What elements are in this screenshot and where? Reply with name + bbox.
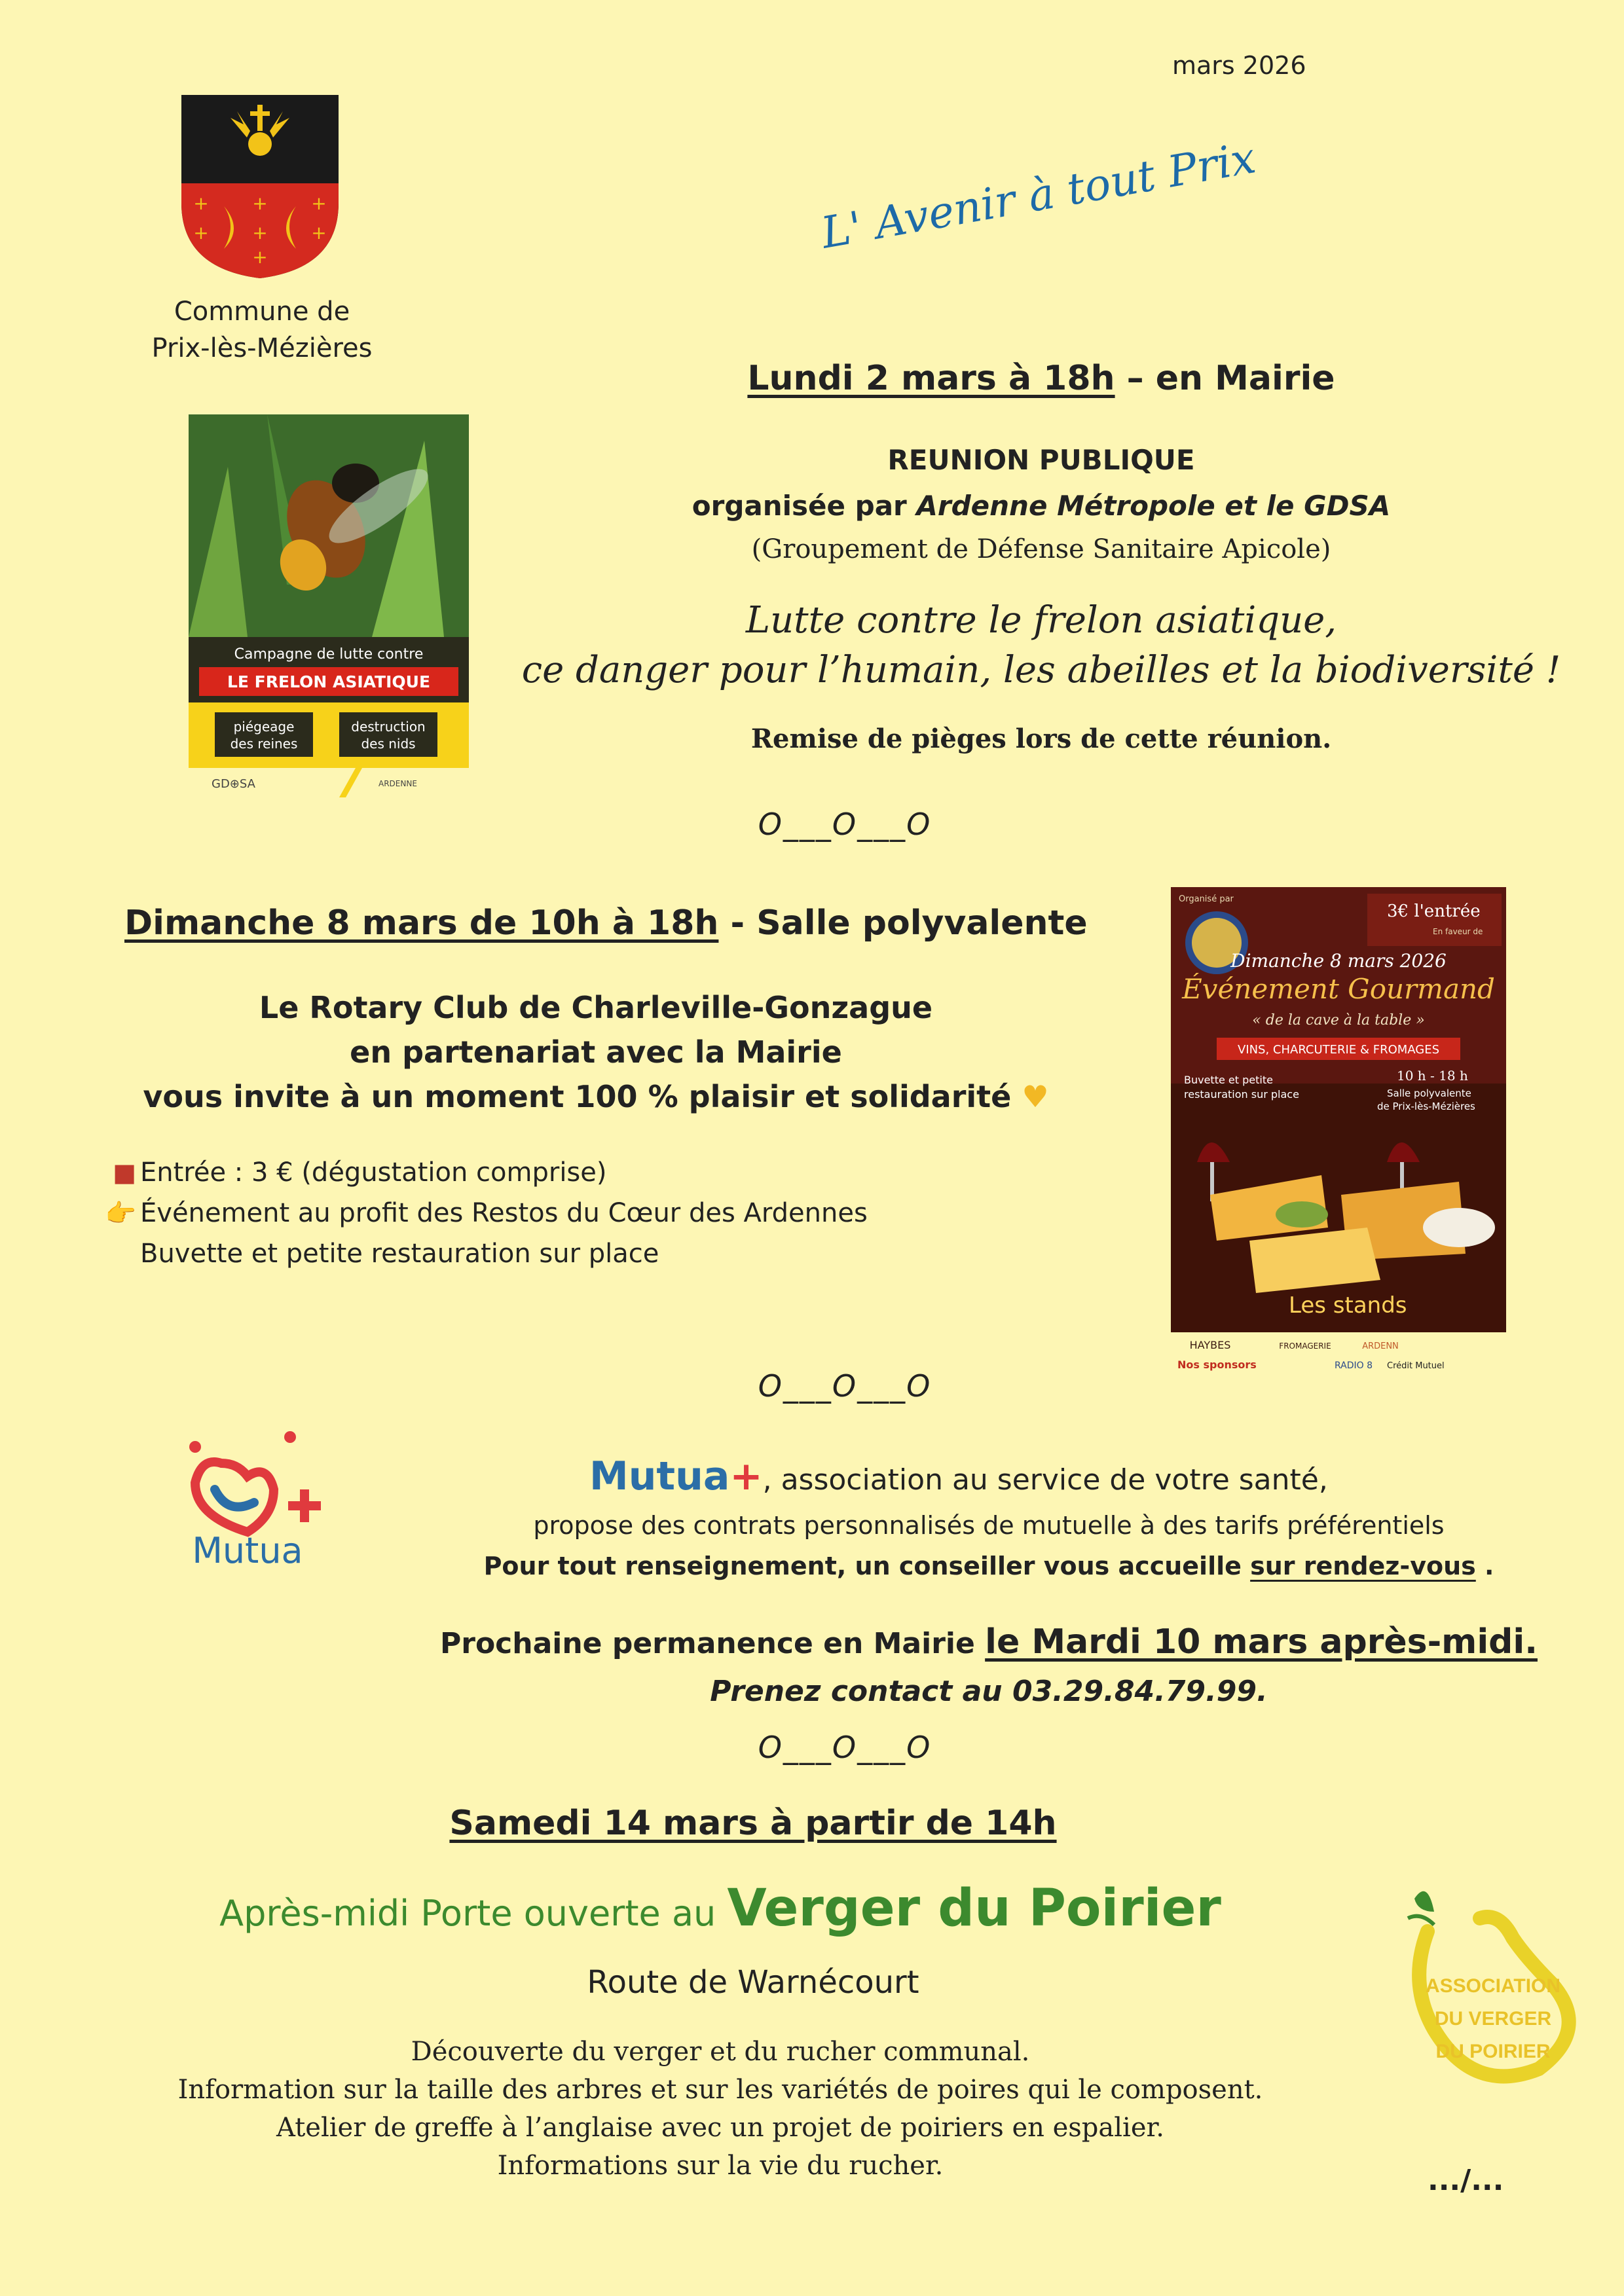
gourmand-poster: [1171, 887, 1506, 1373]
event3-line-3: Atelier de greffe à l’anglaise avec un projet de poiriers en espalier.: [276, 2113, 1164, 2143]
mutua-logo-text: Mutua: [192, 1530, 303, 1568]
commune-crest-icon: [178, 92, 342, 282]
svg-text:+: +: [311, 192, 327, 214]
svg-text:+: +: [311, 222, 327, 244]
event2-bullet-1-text: Entrée : 3 € (dégustation comprise): [140, 1157, 607, 1188]
poster2-hours: 10 h - 18 h: [1397, 1068, 1468, 1084]
poster1-title: LE FRELON ASIATIQUE: [227, 672, 431, 691]
event2-place: - Salle polyvalente: [718, 903, 1088, 943]
mutua-permanence-date: le Mardi 10 mars après-midi.: [985, 1622, 1538, 1662]
mutua-line3-suffix: .: [1475, 1552, 1494, 1580]
separator-3: O___O___O: [758, 1730, 932, 1765]
mutua-logo-icon: [175, 1417, 359, 1568]
hornet-photo: [189, 414, 469, 801]
event3-heading: [367, 1804, 1139, 1843]
event2-line3: [131, 1074, 1061, 1119]
svg-text:+: +: [252, 246, 268, 268]
poster1-btn2-l2: des nids: [361, 736, 416, 752]
mutua-line2: propose des contrats personnalisés de mutuelle à des tarifs préférentiels: [533, 1511, 1445, 1540]
event1-gdsa-full: (Groupement de Défense Sanitaire Apicole): [751, 534, 1331, 564]
event2-bullet-3-text: Buvette et petite restauration sur place: [140, 1239, 659, 1269]
event3-date: Samedi 14 mars à partir de 14h: [449, 1804, 1057, 1843]
mutua-contact: Prenez contact au 03.29.84.79.99.: [710, 1675, 1268, 1708]
poster2-stand-logo-1: HAYBES: [1189, 1339, 1231, 1351]
event1-note: Remise de pièges lors de cette réunion.: [750, 723, 1332, 754]
mutua-rdv-link[interactable]: sur rendez-vous: [1250, 1552, 1476, 1580]
event2-bullet-2: [98, 1198, 868, 1228]
poster2-title: Événement Gourmand: [1182, 973, 1495, 1005]
mutua-tagline: [589, 1453, 1506, 1499]
event2-line1: Le Rotary Club de Charleville-Gonzague: [259, 990, 933, 1025]
event2-line2: en partenariat avec la Mairie: [350, 1034, 842, 1070]
event1-organiser-names: Ardenne Métropole et le GDSA: [916, 490, 1391, 522]
poster2-stand-logo-2: FROMAGERIE: [1279, 1341, 1331, 1351]
verger-logo-line2: DU VERGER: [1434, 2008, 1552, 2030]
poster2-price-note: En faveur de: [1433, 927, 1483, 936]
mutua-line3: [458, 1552, 1519, 1580]
frelon-poster: [189, 414, 469, 801]
mutua-tagline-text: , association au service de votre santé,: [762, 1463, 1328, 1497]
poster1-logo-ardenne: ARDENNE: [378, 779, 417, 788]
poster1-logo-gdsa: GD⊕SA: [212, 777, 255, 791]
slogan: L' Avenir à tout Prix: [817, 132, 1259, 259]
event1-organiser-prefix: organisée par: [692, 490, 917, 522]
svg-text:+: +: [252, 222, 268, 244]
commune-line-2: Prix-lès-Mézières: [151, 333, 373, 363]
document-date: mars 2026: [1172, 51, 1306, 80]
event1-title: REUNION PUBLIQUE: [887, 444, 1195, 476]
mutua-permanence-prefix: Prochaine permanence en Mairie: [440, 1627, 986, 1660]
poster2-left-info-1: Buvette et petite: [1184, 1074, 1273, 1086]
event3-line-1: Découverte du verger et du rucher communal.: [411, 2037, 1030, 2067]
event1-topic: [511, 596, 1572, 695]
mutua-plus: +: [729, 1453, 763, 1499]
commune-line-1: Commune de: [174, 297, 350, 327]
event3-details: [98, 2033, 1342, 2185]
svg-text:+: +: [252, 192, 268, 214]
svg-text:+: +: [193, 192, 209, 214]
poster1-btn2-l1: destruction: [351, 719, 426, 735]
event2-date: Dimanche 8 mars de 10h à 18h: [124, 903, 719, 943]
verger-logo-line3: DU POIRIER: [1435, 2041, 1551, 2062]
event2-bullet-3: [98, 1239, 659, 1269]
event1-date: Lundi 2 mars à 18h: [747, 359, 1115, 398]
event2-invite: [131, 985, 1061, 1119]
event1-topic-line2: ce danger pour l’humain, les abeilles et la biodiversité !: [521, 649, 1561, 691]
red-square-icon: ■: [113, 1158, 136, 1187]
event2-bullet-1: [98, 1157, 606, 1188]
poster2-organised-by: Organisé par: [1179, 894, 1234, 904]
poster1-btn1-l1: piégeage: [233, 719, 295, 735]
verger-logo-line1: ASSOCIATION: [1425, 1975, 1561, 1997]
event2-line3-text: vous invite à un moment 100 % plaisir et solidarité: [143, 1079, 1012, 1114]
poster2-banner: VINS, CHARCUTERIE & FROMAGES: [1237, 1043, 1440, 1057]
poster2-date: Dimanche 8 mars 2026: [1230, 950, 1447, 972]
event3-title-prefix: Après-midi Porte ouverte au: [219, 1893, 728, 1934]
mutua-brand: Mutua: [589, 1453, 730, 1499]
mutua-permanence: [432, 1622, 1545, 1662]
poster2-left-info-2: restauration sur place: [1184, 1088, 1299, 1101]
separator-1: O___O___O: [758, 807, 932, 842]
event2-heading: [124, 903, 1159, 943]
heart-icon: ♥: [1022, 1079, 1049, 1114]
event1-organiser: [589, 490, 1493, 522]
event1-place: – en Mairie: [1115, 359, 1335, 398]
event2-bullet-2-text: Événement au profit des Restos du Cœur des Ardennes: [140, 1198, 868, 1228]
poster2-sponsor-2: RADIO 8: [1335, 1360, 1373, 1371]
separator-2: O___O___O: [758, 1368, 932, 1404]
poster2-subtitle: « de la cave à la table »: [1252, 1012, 1425, 1029]
event3-title-main: Verger du Poirier: [727, 1879, 1221, 1938]
poster2-stand-logo-3: ARDENN: [1362, 1341, 1399, 1351]
poster1-campaign: Campagne de lutte contre: [234, 646, 424, 663]
poster2-sponsor-3: Crédit Mutuel: [1387, 1361, 1445, 1371]
event3-line-2: Information sur la taille des arbres et sur les variétés de poires qui le composent.: [177, 2075, 1263, 2105]
event3-address: Route de Warnécourt: [587, 1964, 919, 2001]
event3-line-4: Informations sur la vie du rucher.: [497, 2151, 944, 2181]
event3-title: [98, 1879, 1342, 1938]
svg-text:+: +: [193, 222, 209, 244]
verger-poirier-logo-icon: [1382, 1872, 1604, 2108]
poster1-btn1-l2: des reines: [230, 736, 298, 752]
pointing-hand-icon: 👉: [105, 1198, 136, 1228]
event1-topic-line1: Lutte contre le frelon asiatique,: [745, 599, 1337, 642]
event1-heading: [655, 359, 1428, 398]
mutua-line3-prefix: Pour tout renseignement, un conseiller vous accueille: [483, 1552, 1251, 1580]
poster2-price: 3€ l'entrée: [1387, 902, 1481, 921]
poster2-right-info-2: de Prix-lès-Mézières: [1377, 1101, 1475, 1112]
continued-marker: .../...: [1428, 2164, 1504, 2197]
gourmand-poster-art: [1171, 887, 1506, 1373]
commune-name: [124, 293, 399, 367]
poster2-sponsors: Nos sponsors: [1177, 1358, 1257, 1371]
poster2-right-info-1: Salle polyvalente: [1387, 1087, 1471, 1099]
poster2-stands: Les stands: [1289, 1292, 1407, 1319]
